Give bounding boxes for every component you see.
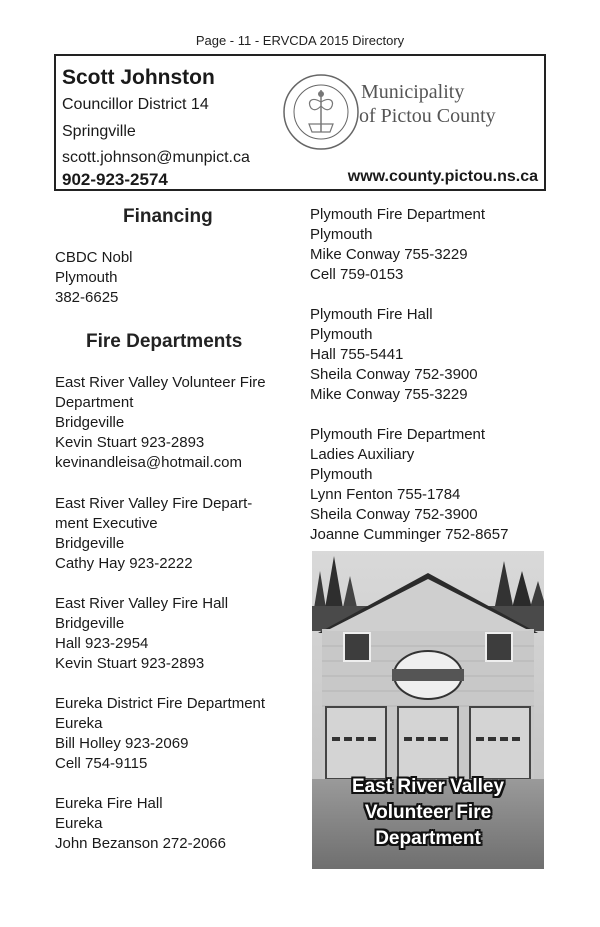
entry-line: John Bezanson 272-2066 <box>55 835 226 852</box>
photo-caption-line: Department <box>375 828 481 849</box>
councillor-email[interactable]: scott.johnson@munpict.ca <box>62 149 250 166</box>
page-header: Page - 11 - ERVCDA 2015 Directory <box>195 33 405 48</box>
entry-line: Plymouth <box>310 226 373 243</box>
entry-line: Plymouth Fire Department <box>310 426 486 443</box>
entry-line: ment Executive <box>55 515 158 532</box>
entry-line: East River Valley Fire Depart- <box>55 495 253 512</box>
municipality-name <box>361 80 496 128</box>
entry-line: Hall 923-2954 <box>55 635 149 652</box>
entry-line: 382-6625 <box>55 289 119 306</box>
entry-line: Plymouth Fire Department <box>310 206 486 223</box>
municipality-line-2: of Pictou County <box>359 105 496 127</box>
municipality-line-1: Municipality <box>361 81 465 103</box>
councillor-ad <box>54 54 546 191</box>
entry-line: Plymouth <box>310 326 373 343</box>
entry-line: Ladies Auxiliary <box>310 446 415 463</box>
entry-line: Cell 759-0153 <box>310 266 404 283</box>
entry-line: Sheila Conway 752-3900 <box>310 366 478 383</box>
entry-line: Eureka Fire Hall <box>55 795 163 812</box>
entry-line: East River Valley Fire Hall <box>55 595 229 612</box>
financing-heading: Financing <box>123 206 213 227</box>
directory-entry <box>55 794 226 854</box>
councillor-title: Councillor District 14 <box>62 96 209 113</box>
entry-line: Joanne Cumminger 752-8657 <box>310 526 509 543</box>
entry-line: CBDC Nobl <box>55 249 133 266</box>
entry-line: Plymouth Fire Hall <box>310 306 433 323</box>
entry-line: Mike Conway 755-3229 <box>310 386 468 403</box>
entry-line: Hall 755-5441 <box>310 346 404 363</box>
directory-entry <box>310 425 508 545</box>
entry-line: Kevin Stuart 923-2893 <box>55 655 205 672</box>
directory-entry <box>55 373 266 473</box>
municipal-seal-icon <box>281 72 361 152</box>
fire-hall-photo <box>312 551 544 869</box>
entry-line: Cell 754-9115 <box>55 755 148 772</box>
entry-line: Cathy Hay 923-2222 <box>55 555 193 572</box>
directory-entry <box>310 305 478 405</box>
councillor-name: Scott Johnston <box>62 66 215 89</box>
directory-entry <box>55 494 252 574</box>
municipality-website[interactable]: www.county.pictou.ns.ca <box>347 168 538 185</box>
entry-line: East River Valley Volunteer Fire <box>55 374 266 391</box>
photo-caption-line: Volunteer Fire <box>364 802 492 823</box>
entry-line: Bill Holley 923-2069 <box>55 735 189 752</box>
entry-line: Sheila Conway 752-3900 <box>310 506 478 523</box>
entry-line: Department <box>55 394 134 411</box>
fire-departments-heading: Fire Departments <box>86 331 243 352</box>
councillor-phone: 902-923-2574 <box>62 170 168 189</box>
entry-line: Plymouth <box>310 466 373 483</box>
entry-line: Eureka <box>55 715 103 732</box>
entry-line: Eureka District Fire Department <box>55 695 266 712</box>
entry-email[interactable]: kevinandleisa@hotmail.com <box>55 454 242 471</box>
photo-caption-line: East River Valley <box>351 776 505 797</box>
entry-line: Bridgeville <box>55 535 125 552</box>
photo-caption <box>312 774 544 852</box>
entry-line: Mike Conway 755-3229 <box>310 246 468 263</box>
entry-line: Eureka <box>55 815 103 832</box>
directory-entry <box>55 594 228 674</box>
entry-line: Kevin Stuart 923-2893 <box>55 434 205 451</box>
directory-entry <box>55 694 265 774</box>
entry-line: Bridgeville <box>55 615 125 632</box>
entry-line: Lynn Fenton 755-1784 <box>310 486 461 503</box>
financing-entry <box>55 248 133 308</box>
directory-entry <box>310 205 485 285</box>
entry-line: Bridgeville <box>55 414 125 431</box>
councillor-community: Springville <box>62 123 136 140</box>
entry-line: Plymouth <box>55 269 118 286</box>
